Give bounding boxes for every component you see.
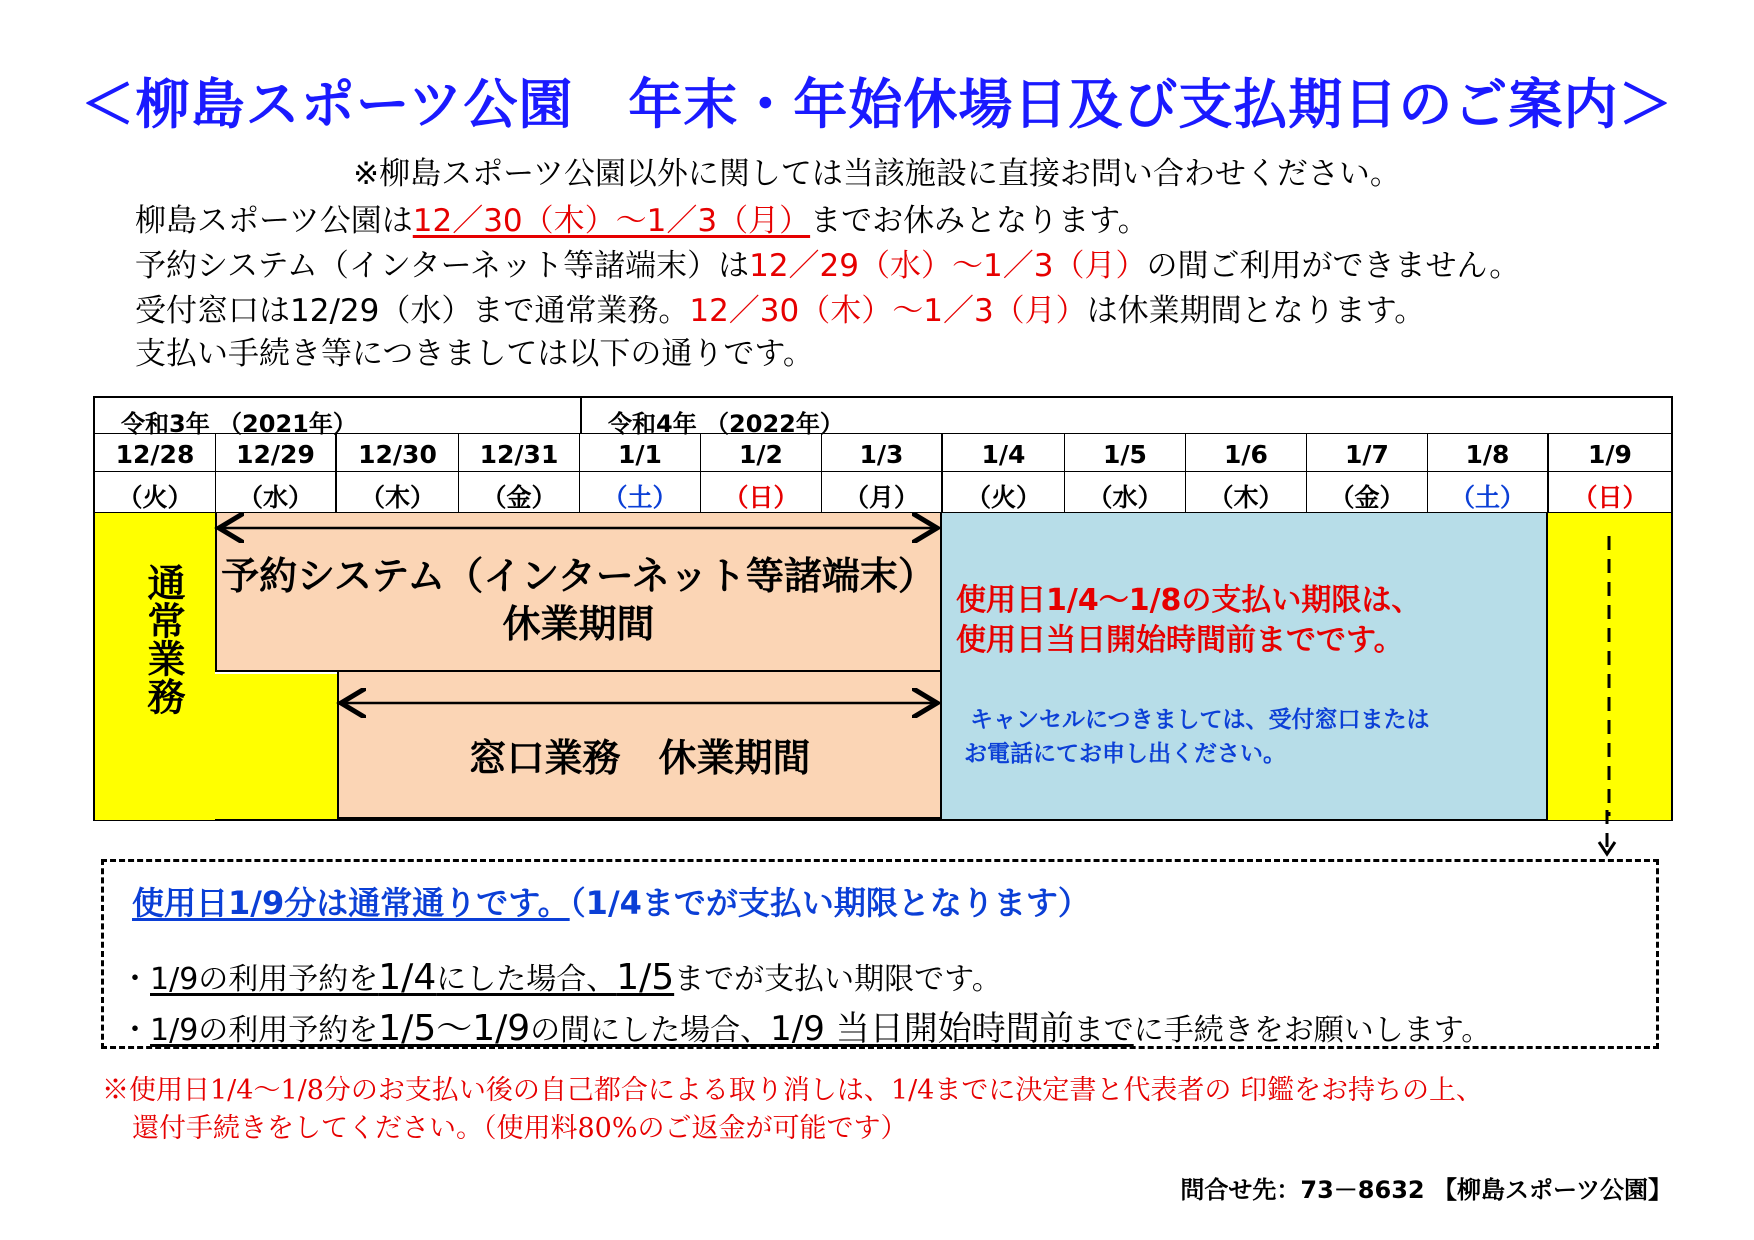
intro-text: の間ご利用ができません。 [1146,248,1521,284]
counter-period: 12／30（木）～1／3（月） [689,293,1087,329]
day-date-10: 1/7 [1307,434,1428,472]
bullet: ・ [120,1013,150,1048]
closed-period: 12／30（木）～1／3（月） [412,203,811,239]
intro-line-2 [135,240,1520,285]
bullet-text: までが支払い期限です。 [674,962,1002,997]
bullet-date: 1/5～1/9 [378,1008,531,1049]
bullet-text: に手続きをお願いします。 [1133,1013,1492,1048]
day-weekday-9: （木） [1186,472,1307,512]
day-weekday-3: （金） [459,472,580,512]
day-weekday-4: （土） [580,472,701,512]
contact-info: 問合せ先：73－8632 【柳島スポーツ公園】 [1180,1176,1672,1204]
day-date-7: 1/4 [943,434,1065,472]
jan9-bullet-1 [120,954,1002,998]
day-weekday-5: （日） [701,472,822,512]
bullet-date: 1/9 当日開始時間前 [770,1009,1074,1049]
bullet: ・ [120,962,150,997]
jan9-heading-sub: （1/4までが支払い期限となります） [569,884,1090,922]
day-weekday-7: （火） [943,472,1065,512]
intro-line-4: 支払い手続き等につきましては以下の通りです。 [135,336,814,372]
cancel-text: キャンセルにつきましては、受付窓口または [970,707,1430,733]
day-date-8: 1/5 [1065,434,1186,472]
refund-note-line-2: 還付手続きをしてください。（使用料80%のご返金が可能です） [132,1113,908,1144]
day-weekday-1: （水） [216,472,337,512]
jan9-heading [132,878,1090,924]
page-title: ＜柳島スポーツ公園 年末・年始休場日及び支払期日のご案内＞ [80,73,1674,136]
intro-text: 柳島スポーツ公園は [135,203,413,239]
day-weekday-12: （日） [1572,483,1648,512]
counter-label: 窓口業務 休業期間 [468,736,811,780]
reservation-label-2: 休業期間 [502,602,655,646]
jan9-info-box [101,859,1659,1049]
jan9-heading-main: 使用日1/9分は通常通りです。 [132,884,570,922]
bullet-text: 1/9の利用予約を [150,1013,379,1048]
reservation-label: 予約システム（インターネット等諸端末） [221,554,936,598]
payment-deadline-text-2: 使用日当日開始時間前までです。 [956,623,1404,658]
bullet-date: 1/5 [616,957,675,998]
day-weekday-6: （月） [822,472,943,512]
cancel-text-2: お電話にてお申し出ください。 [964,741,1286,767]
day-date-2: 12/30 [337,434,459,472]
bullet-text: にした場合、 [436,962,617,997]
day-weekday-10: （金） [1307,472,1428,512]
day-date-3: 12/31 [459,434,580,472]
down-arrow-icon [1596,810,1626,860]
normal-business-label: 通常業務 [141,563,185,715]
day-date-6: 1/3 [822,434,943,472]
day-weekday-8: （水） [1065,472,1186,512]
intro-text: は休業期間となります。 [1086,293,1426,329]
day-weekday-11: （土） [1428,472,1549,512]
intro-line-1 [135,195,1149,240]
intro-line-3 [135,285,1425,330]
bullet-text: の間にした場合、 [530,1013,771,1048]
day-date-0: 12/28 [95,434,216,472]
intro-text: 受付窓口は12/29（水）まで通常業務。 [135,293,690,329]
bullet-date: 1/4 [378,957,437,998]
day-weekday-0: （火） [95,472,216,512]
day-date-5: 1/2 [701,434,822,472]
reservation-period: 12／29（水）～1／3（月） [749,248,1147,284]
payment-deadline-text: 使用日1/4～1/8の支払い期限は、 [956,583,1422,618]
day-date-1: 12/29 [216,434,337,472]
day-date-4: 1/1 [580,434,701,472]
intro-text: 予約システム（インターネット等諸端末）は [135,248,750,284]
calendar-table [93,396,1673,821]
day-date-11: 1/8 [1428,434,1549,472]
subtitle-note: ※柳島スポーツ公園以外に関しては当該施設に直接お問い合わせください。 [353,156,1401,192]
era-2021: 令和3年 （2021年） [95,398,582,434]
bullet-text: まで [1073,1013,1134,1048]
day-weekday-2: （木） [337,472,459,512]
bullet-text: 1/9の利用予約を [150,962,379,997]
jan9-bullet-2 [120,1000,1491,1051]
refund-note-line-1: ※使用日1/4～1/8分のお支払い後の自己都合による取り消しは、1/4までに決定書と代表者の 印鑑をお持ちの上、 [102,1075,1483,1106]
day-date-9: 1/6 [1186,434,1307,472]
day-date-12: 1/9 [1549,434,1671,472]
era-2022: 令和4年 （2022年） [582,398,1671,434]
intro-text: までお休みとなります。 [810,203,1149,239]
